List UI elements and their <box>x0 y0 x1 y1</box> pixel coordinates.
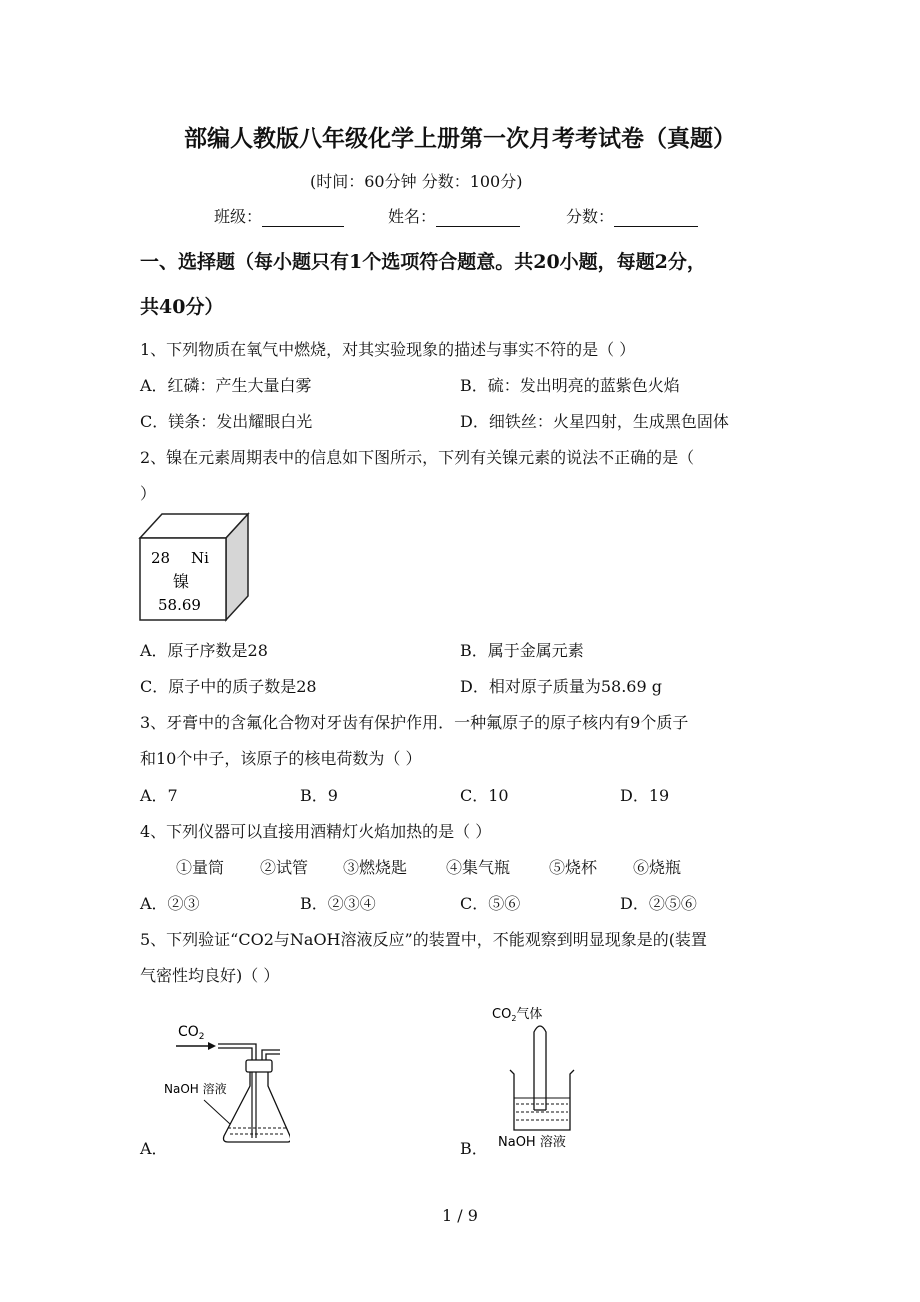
class-field <box>214 204 344 227</box>
question-2-stem-line2: ） <box>140 484 157 503</box>
apparatus-a-flask <box>160 1020 290 1150</box>
rubber-stopper <box>246 1060 272 1072</box>
q4-option-a: A．②③ <box>140 894 200 913</box>
page-number: 1 / 9 <box>442 1206 478 1225</box>
element-mass: 58.69 <box>158 596 201 614</box>
q4-item-5: ⑤烧杯 <box>549 858 598 877</box>
question-5-stem-line2: 气密性均良好)（ ） <box>140 966 280 985</box>
fig-a-solution-label: NaOH 溶液 <box>164 1082 227 1096</box>
fig-b-gas-label: $CO_2$气体 <box>492 1007 543 1023</box>
fig-a-gas-label: $CO_2$ <box>178 1024 205 1042</box>
q4-option-c: C．⑤⑥ <box>460 894 521 913</box>
q1-option-d: D．细铁丝：火星四射，生成黑色固体 <box>460 412 729 431</box>
q4-item-2: ②试管 <box>260 858 309 877</box>
question-5-stem-line1: 5、下列验证“CO2与NaOH溶液反应”的装置中，不能观察到明显现象是的(装置 <box>140 930 707 949</box>
element-name: 镍 <box>173 572 190 591</box>
q1-option-a: A．红磷：产生大量白雾 <box>140 376 312 395</box>
q3-option-b: B．9 <box>300 786 338 805</box>
class-blank[interactable] <box>262 208 344 227</box>
question-4-stem: 4、下列仪器可以直接用酒精灯火焰加热的是（ ） <box>140 822 492 841</box>
score-label: 分数： <box>566 207 615 226</box>
q4-item-6: ⑥烧瓶 <box>633 858 682 877</box>
q2-option-c: C．原子中的质子数是28 <box>140 677 317 696</box>
exam-meta: (时间：60分钟 分数：100分) <box>310 172 523 191</box>
name-label: 姓名： <box>388 207 437 226</box>
score-blank[interactable] <box>614 208 698 227</box>
q4-item-1: ①量筒 <box>176 858 225 877</box>
section-heading-line1: 一、选择题（每小题只有1个选项符合题意。共20小题，每题2分， <box>140 251 706 273</box>
q1-option-c: C．镁条：发出耀眼白光 <box>140 412 313 431</box>
q4-item-4: ④集气瓶 <box>446 858 511 877</box>
q5-option-b-label: B． <box>460 1139 488 1158</box>
q5-option-a-label: A． <box>140 1139 168 1158</box>
name-field <box>388 204 520 227</box>
q3-option-d: D．19 <box>620 786 670 805</box>
nickel-element-card <box>136 510 252 622</box>
q2-option-a: A．原子序数是28 <box>140 641 268 660</box>
q4-item-3: ③燃烧匙 <box>343 858 408 877</box>
section-heading-line2: 共40分） <box>140 296 224 318</box>
test-tube <box>534 1026 546 1110</box>
q1-option-b: B．硫：发出明亮的蓝紫色火焰 <box>460 376 680 395</box>
question-3-stem-line2: 和10个中子，该原子的核电荷数为（ ） <box>140 749 422 768</box>
fig-b-solution-label: NaOH 溶液 <box>498 1135 566 1150</box>
q4-option-d: D．②⑤⑥ <box>620 894 697 913</box>
question-1-stem: 1、下列物质在氧气中燃烧，对其实验现象的描述与事实不符的是（ ） <box>140 340 636 359</box>
beaker <box>510 1070 574 1130</box>
q3-option-c: C．10 <box>460 786 509 805</box>
question-2-stem-line1: 2、镍在元素周期表中的信息如下图所示，下列有关镍元素的说法不正确的是（ <box>140 448 695 467</box>
q2-option-b: B．属于金属元素 <box>460 641 584 660</box>
gas-arrow-head <box>208 1042 216 1050</box>
name-blank[interactable] <box>436 208 520 227</box>
page-title: 部编人教版八年级化学上册第一次月考考试卷（真题） <box>184 125 736 152</box>
element-symbol: Ni <box>191 549 209 567</box>
apparatus-b-beaker <box>490 1000 590 1155</box>
question-3-stem-line1: 3、牙膏中的含氟化合物对牙齿有保护作用．一种氟原子的原子核内有9个质子 <box>140 713 689 732</box>
class-label: 班级： <box>214 207 263 226</box>
q3-option-a: A．7 <box>140 786 178 805</box>
conical-flask <box>224 1072 291 1142</box>
element-atomic-number: 28 <box>151 549 171 567</box>
score-field <box>566 204 698 227</box>
q4-option-b: B．②③④ <box>300 894 376 913</box>
q2-option-d: D．相对原子质量为58.69 g <box>460 677 662 696</box>
